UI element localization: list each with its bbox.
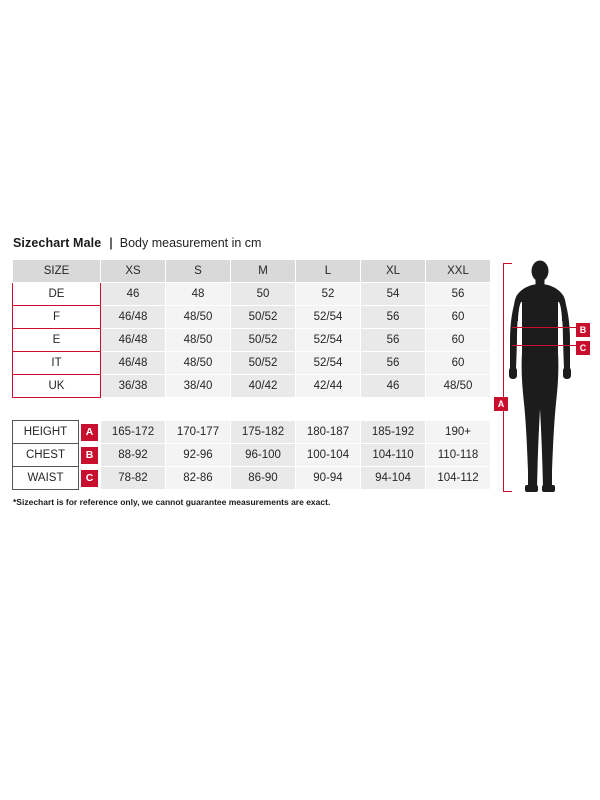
figure-badge-b: B	[576, 323, 590, 337]
cell-chest-xl: 104-110	[361, 444, 426, 467]
male-silhouette-icon	[494, 259, 590, 499]
cell-e-xl: 56	[361, 329, 426, 352]
table-row	[13, 421, 491, 444]
column-header-m: M	[231, 260, 296, 283]
row-label-chest: CHEST	[13, 444, 79, 467]
column-header-xl: XL	[361, 260, 426, 283]
cell-de-xl: 54	[361, 283, 426, 306]
table-header-row	[13, 260, 491, 283]
header-separator: |	[109, 236, 113, 250]
waist-guide-line	[512, 345, 582, 346]
row-label-e: E	[13, 329, 101, 352]
row-label-f: F	[13, 306, 101, 329]
row-label-it: IT	[13, 352, 101, 375]
cell-it-m: 50/52	[231, 352, 296, 375]
cell-height-s: 170-177	[166, 421, 231, 444]
row-label-height: HEIGHT	[13, 421, 79, 444]
table-row	[13, 444, 491, 467]
cell-f-xxl: 60	[426, 306, 491, 329]
cell-chest-xxl: 110-118	[426, 444, 491, 467]
column-header-xs: XS	[101, 260, 166, 283]
cell-chest-m: 96-100	[231, 444, 296, 467]
cell-f-xl: 56	[361, 306, 426, 329]
height-guide-line	[503, 263, 504, 491]
cell-it-xxl: 60	[426, 352, 491, 375]
cell-e-m: 50/52	[231, 329, 296, 352]
cell-chest-s: 92-96	[166, 444, 231, 467]
table-spacer-row	[13, 398, 491, 421]
cell-de-s: 48	[166, 283, 231, 306]
table-row	[13, 375, 491, 398]
cell-f-m: 50/52	[231, 306, 296, 329]
cell-height-xs: 165-172	[101, 421, 166, 444]
cell-e-xs: 46/48	[101, 329, 166, 352]
cell-uk-m: 40/42	[231, 375, 296, 398]
badge-cell-height	[79, 421, 101, 444]
cell-it-xl: 56	[361, 352, 426, 375]
page-subtitle: Body measurement in cm	[119, 236, 262, 250]
cell-uk-xxl: 48/50	[426, 375, 491, 398]
badge-c: C	[81, 470, 98, 487]
table-row	[13, 352, 491, 375]
chart-header	[12, 236, 588, 250]
cell-height-xxl: 190+	[426, 421, 491, 444]
cell-it-xs: 46/48	[101, 352, 166, 375]
cell-waist-xs: 78-82	[101, 467, 166, 490]
cell-f-xs: 46/48	[101, 306, 166, 329]
height-guide-cap-top	[503, 263, 512, 264]
cell-height-xl: 185-192	[361, 421, 426, 444]
sizechart-table	[12, 259, 491, 490]
cell-e-xxl: 60	[426, 329, 491, 352]
badge-cell-chest	[79, 444, 101, 467]
cell-it-l: 52/54	[296, 352, 361, 375]
cell-f-s: 48/50	[166, 306, 231, 329]
chest-guide-line	[512, 327, 582, 328]
cell-waist-s: 82-86	[166, 467, 231, 490]
cell-de-m: 50	[231, 283, 296, 306]
cell-chest-xs: 88-92	[101, 444, 166, 467]
cell-de-l: 52	[296, 283, 361, 306]
cell-e-s: 48/50	[166, 329, 231, 352]
footnote: *Sizechart is for reference only, we cannot guarantee measurements are exact.	[13, 497, 331, 507]
cell-waist-l: 90-94	[296, 467, 361, 490]
table-row	[13, 329, 491, 352]
row-label-uk: UK	[13, 375, 101, 398]
figure-badge-c: C	[576, 341, 590, 355]
badge-a: A	[81, 424, 98, 441]
cell-de-xxl: 56	[426, 283, 491, 306]
row-label-waist: WAIST	[13, 467, 79, 490]
cell-waist-xl: 94-104	[361, 467, 426, 490]
column-header-xxl: XXL	[426, 260, 491, 283]
cell-uk-xs: 36/38	[101, 375, 166, 398]
cell-uk-xl: 46	[361, 375, 426, 398]
cell-uk-l: 42/44	[296, 375, 361, 398]
spacer-cell	[13, 398, 491, 421]
row-label-de: DE	[13, 283, 101, 306]
table-row	[13, 467, 491, 490]
sizechart-content	[12, 236, 588, 507]
sizechart-table-wrap	[12, 259, 490, 507]
badge-cell-waist	[79, 467, 101, 490]
cell-f-l: 52/54	[296, 306, 361, 329]
table-row	[13, 306, 491, 329]
figure-badge-a: A	[494, 397, 508, 411]
table-row	[13, 283, 491, 306]
height-guide-cap-bottom	[503, 491, 512, 492]
chart-body	[12, 259, 588, 507]
cell-it-s: 48/50	[166, 352, 231, 375]
cell-waist-m: 86-90	[231, 467, 296, 490]
cell-chest-l: 100-104	[296, 444, 361, 467]
column-header-l: L	[296, 260, 361, 283]
page-title: Sizechart Male	[13, 236, 102, 250]
cell-uk-s: 38/40	[166, 375, 231, 398]
column-header-s: S	[166, 260, 231, 283]
body-figure	[494, 259, 590, 499]
cell-height-l: 180-187	[296, 421, 361, 444]
badge-b: B	[81, 447, 98, 464]
column-header-size: SIZE	[13, 260, 101, 283]
cell-e-l: 52/54	[296, 329, 361, 352]
cell-de-xs: 46	[101, 283, 166, 306]
cell-waist-xxl: 104-112	[426, 467, 491, 490]
cell-height-m: 175-182	[231, 421, 296, 444]
